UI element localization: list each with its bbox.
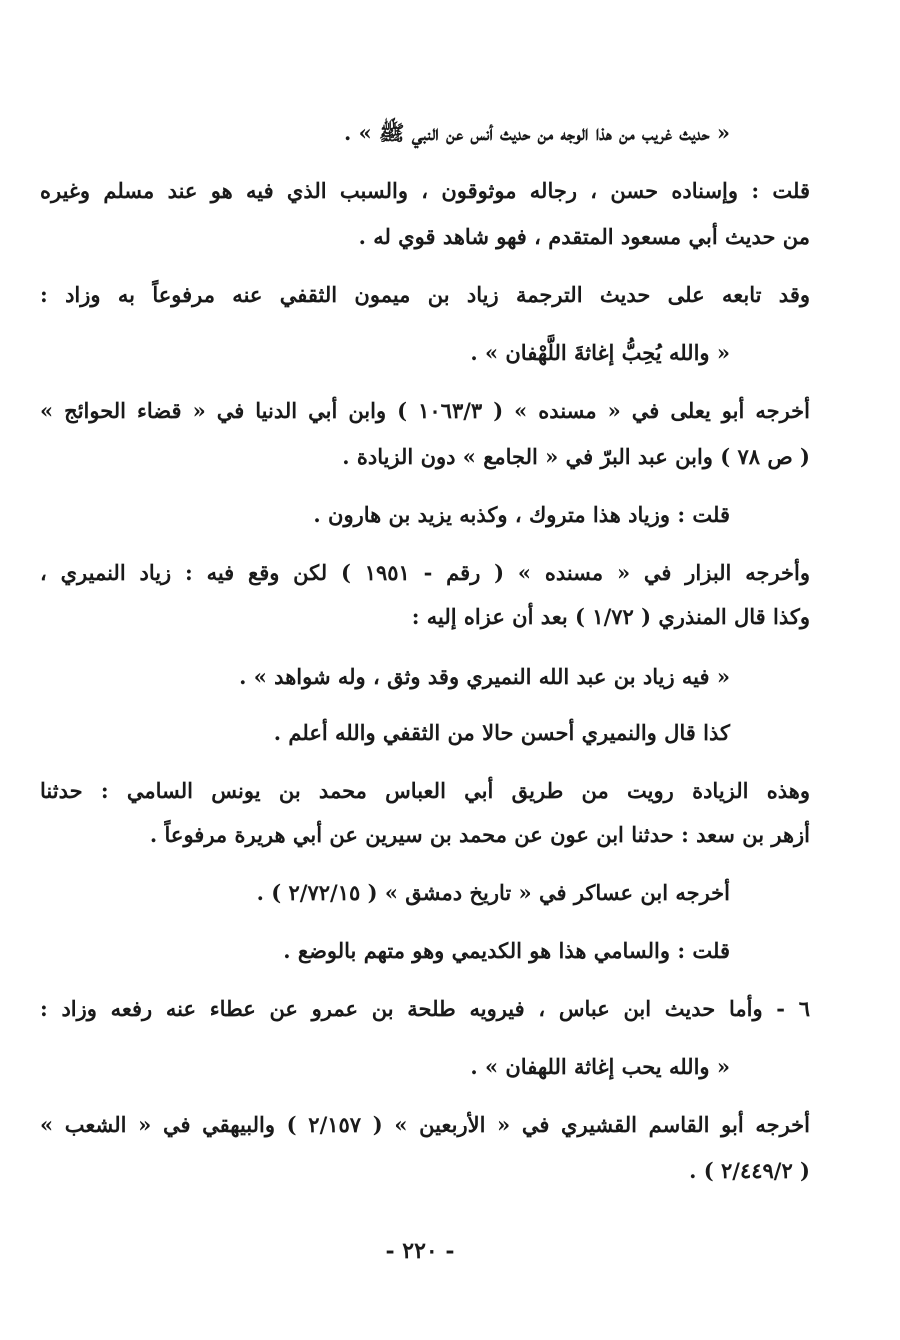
text-line-1: « حديث غريب من هذا الوجه من حديث أنس عن النبي ﷺ » . — [343, 120, 730, 145]
text-line-19: أخرجه أبو القاسم القشيري في « الأربعين » ( ٢/١٥٧ ) والبيهقي في « الشعب » — [40, 1112, 810, 1137]
text-line-2: قلت : وإسناده حسن ، رجاله موثوقون ، والسبب الذي فيه هو عند مسلم وغيره — [40, 178, 810, 203]
text-line-9: وأخرجه البزار في « مسنده » ( رقم - ١٩٥١ ) لكن وقع فيه : زياد النميري ، — [40, 560, 810, 585]
text-line-17: ٦ - وأما حديث ابن عباس ، فيرويه طلحة بن عمرو عن عطاء عنه رفعه وزاد : — [40, 996, 810, 1021]
text-line-16: قلت : والسامي هذا هو الكديمي وهو متهم بالوضع . — [283, 938, 730, 963]
text-line-14: أزهر بن سعد : حدثنا ابن عون عن محمد بن سيرين عن أبي هريرة مرفوعاً . — [149, 822, 810, 847]
text-line-11: « فيه زياد بن عبد الله النميري وقد وثق ، وله شواهد » . — [239, 664, 730, 689]
page-number: - ٢٢٠ - — [385, 1238, 455, 1264]
text-line-6: أخرجه أبو يعلى في « مسنده » ( ١٠٦٣/٣ ) وابن أبي الدنيا في « قضاء الحوائج » — [40, 398, 810, 423]
text-line-13: وهذه الزيادة رويت من طريق أبي العباس محمد بن يونس السامي : حدثنا — [40, 778, 810, 803]
text-line-5: « والله يُحِبُّ إغاثةَ اللَّهْفان » . — [470, 340, 730, 365]
text-line-3: من حديث أبي مسعود المتقدم ، فهو شاهد قوي له . — [358, 224, 810, 249]
text-line-20: ( ٢/٤٤٩/٢ ) . — [689, 1158, 810, 1183]
text-line-4: وقد تابعه على حديث الترجمة زياد بن ميمون الثقفي عنه مرفوعاً به وزاد : — [40, 282, 810, 307]
text-line-18: « والله يحب إغاثة اللهفان » . — [470, 1054, 730, 1079]
text-line-15: أخرجه ابن عساكر في « تاريخ دمشق » ( ٢/٧٢/١٥ ) . — [256, 880, 730, 905]
text-line-8: قلت : وزياد هذا متروك ، وكذبه يزيد بن هارون . — [313, 502, 730, 527]
text-line-10: وكذا قال المنذري ( ١/٧٢ ) بعد أن عزاه إليه : — [411, 604, 810, 629]
text-line-12: كذا قال والنميري أحسن حالا من الثقفي والله أعلم . — [273, 720, 730, 745]
text-line-7: ( ص ٧٨ ) وابن عبد البرّ في « الجامع » دون الزيادة . — [342, 444, 810, 469]
